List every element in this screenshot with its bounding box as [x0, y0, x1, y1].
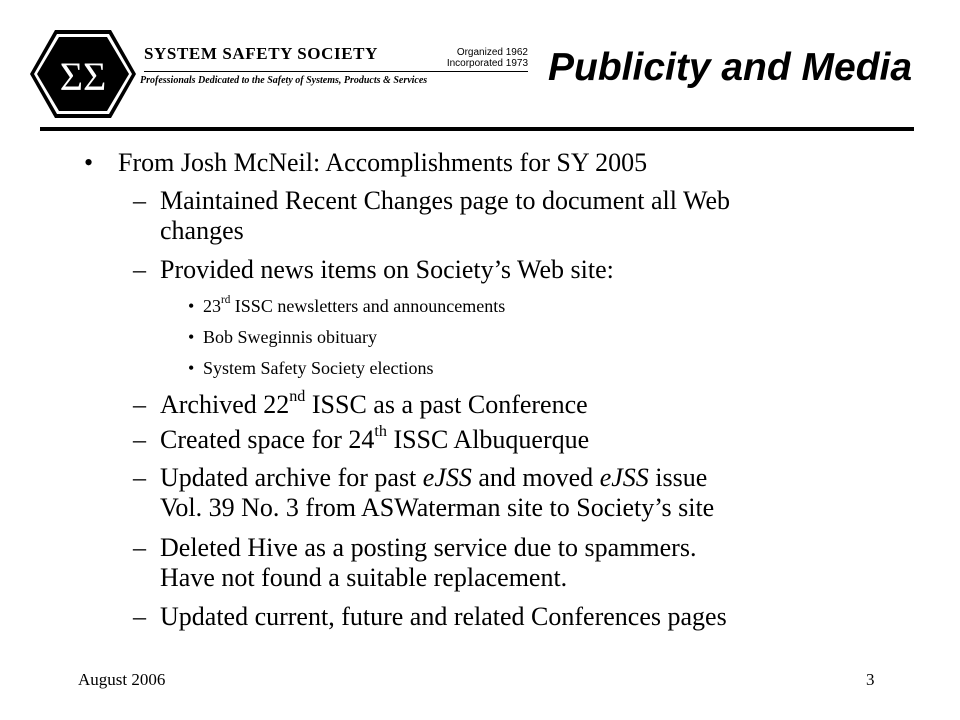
sub-item-deleted-hive: [133, 533, 697, 593]
sub-item-archived-conference: [133, 387, 588, 420]
dash-marker: –: [133, 602, 146, 631]
bullet-text: From Josh McNeil: Accomplishments for SY 2005: [118, 148, 648, 177]
title-divider: [40, 127, 914, 131]
ordinal-suffix: nd: [289, 387, 306, 405]
dash-marker: –: [133, 255, 146, 284]
item-text: ISSC as a past Conference: [305, 390, 588, 419]
item-line: Deleted Hive as a posting service due to spammers.: [160, 533, 697, 562]
dash-marker: –: [133, 463, 146, 492]
journal-name: eJSS: [422, 463, 472, 492]
ordinal-suffix: rd: [221, 294, 231, 307]
journal-name: eJSS: [599, 463, 649, 492]
dot-marker: •: [188, 358, 195, 378]
item-text: Bob Sweginnis obituary: [203, 327, 377, 347]
item-text: issue: [648, 463, 708, 492]
item-text: Archived 22: [160, 390, 290, 419]
item-text: Provided news items on Society’s Web site:: [160, 255, 614, 284]
ordinal-suffix: th: [374, 422, 387, 440]
page-number: 3: [866, 670, 875, 689]
dot-marker: •: [188, 327, 195, 347]
sub-item-conference-pages: [133, 602, 727, 632]
item-text: and moved: [471, 463, 600, 492]
bullet-item: [84, 148, 648, 178]
sub-item-ejss-archive: [133, 463, 715, 523]
item-text: Updated current, future and related Conferences pages: [160, 602, 727, 631]
bullet-marker: •: [84, 148, 94, 177]
item-text: Created space for 24: [160, 425, 375, 454]
item-line: changes: [160, 216, 244, 245]
sub-item-news-items: [133, 255, 614, 285]
item-text: System Safety Society elections: [203, 358, 434, 378]
nested-item-newsletters: [188, 294, 506, 317]
item-text: ISSC Albuquerque: [386, 425, 590, 454]
slide-title: Publicity and Media: [548, 46, 913, 89]
dash-marker: –: [133, 390, 146, 419]
item-line: Have not found a suitable replacement.: [160, 563, 568, 592]
incorporated-year: Incorporated 1973: [446, 58, 528, 69]
item-text: ISSC newsletters and announcements: [230, 296, 506, 316]
dash-marker: –: [133, 186, 146, 215]
header-divider: [144, 71, 528, 72]
nested-item-obituary: [188, 326, 377, 348]
sub-item-created-space: [133, 422, 590, 455]
dash-marker: –: [133, 425, 146, 454]
item-line: Vol. 39 No. 3 from ASWaterman site to Society’s site: [160, 493, 715, 522]
item-line: [160, 463, 714, 493]
footer-date: August 2006: [78, 670, 166, 689]
dot-marker: •: [188, 296, 195, 316]
item-text: 23: [203, 296, 221, 316]
society-name: SYSTEM SAFETY SOCIETY: [144, 44, 378, 63]
organization-dates: [436, 47, 528, 69]
society-tagline: Professionals Dedicated to the Safety of Systems, Products & Services: [140, 75, 428, 86]
sigma-logo-icon: [28, 26, 138, 122]
item-line: Maintained Recent Changes page to document all Web: [160, 186, 730, 215]
sub-item-recent-changes: [133, 186, 730, 246]
organized-year: Organized 1962: [456, 47, 528, 58]
nested-item-elections: [188, 357, 434, 379]
dash-marker: –: [133, 533, 146, 562]
logo-symbol: ΣΣ: [59, 54, 107, 99]
item-text: Updated archive for past: [160, 463, 423, 492]
